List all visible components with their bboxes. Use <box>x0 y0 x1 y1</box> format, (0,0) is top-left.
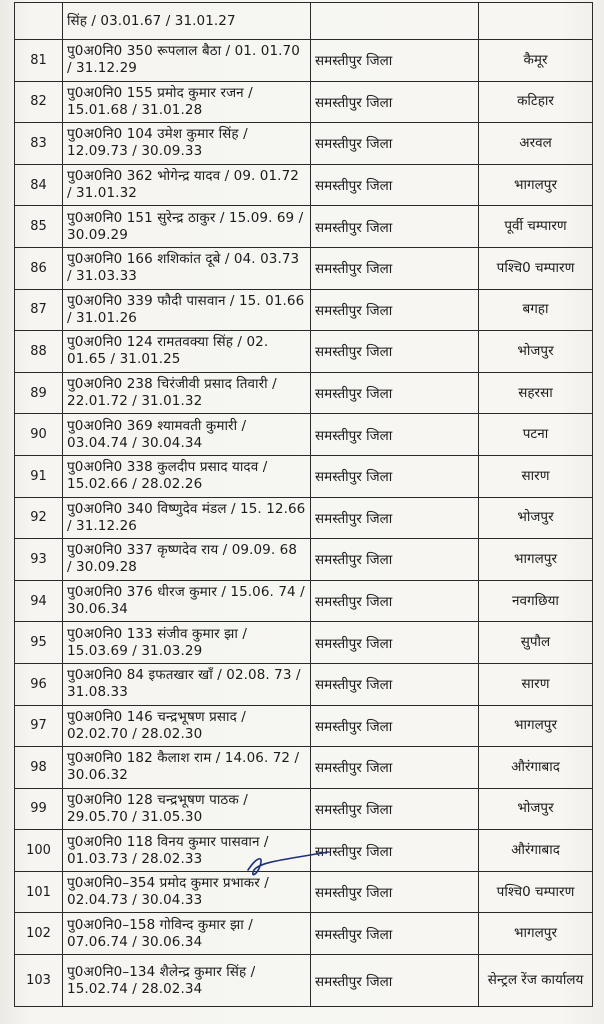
serial-number-cell: 97 <box>15 705 63 747</box>
current-posting-cell <box>311 3 479 40</box>
new-posting-cell: सुपौल <box>479 622 593 664</box>
serial-number-cell: 92 <box>15 497 63 539</box>
officer-cell: पु0अ0नि0 84 इफतखार खाँ / 02.08. 73 / 31.08.33 <box>63 663 311 705</box>
officer-cell: पु0अ0नि0 369 श्यामवती कुमारी / 03.04.74 / 30.04.34 <box>63 414 311 456</box>
officer-cell: पु0अ0नि0 166 शशिकांत दूबे / 04. 03.73 / 31.03.33 <box>63 247 311 289</box>
table-row <box>15 40 593 82</box>
new-posting-cell: कैमूर <box>479 40 593 82</box>
new-posting-cell: पटना <box>479 414 593 456</box>
new-posting-cell: भोजपुर <box>479 331 593 373</box>
table-row <box>15 289 593 331</box>
serial-number-cell: 96 <box>15 663 63 705</box>
transfer-table <box>14 2 593 1007</box>
current-posting-cell: समस्तीपुर जिला <box>311 955 479 1007</box>
officer-cell: पु0अ0नि0 340 विष्णुदेव मंडल / 15. 12.66 / 31.12.26 <box>63 497 311 539</box>
current-posting-cell: समस्तीपुर जिला <box>311 123 479 165</box>
officer-cell: पु0अ0नि0 350 रूपलाल बैठा / 01. 01.70 / 31.12.29 <box>63 40 311 82</box>
serial-number-cell: 88 <box>15 331 63 373</box>
table-row <box>15 164 593 206</box>
table-row <box>15 871 593 913</box>
table-row <box>15 455 593 497</box>
new-posting-cell: कटिहार <box>479 81 593 123</box>
officer-cell: पु0अ0नि0 362 भोगेन्द्र यादव / 09. 01.72 / 31.01.32 <box>63 164 311 206</box>
serial-number-cell: 81 <box>15 40 63 82</box>
officer-cell: पु0अ0नि0 124 रामतवक्या सिंह / 02. 01.65 / 31.01.25 <box>63 331 311 373</box>
serial-number-cell: 90 <box>15 414 63 456</box>
current-posting-cell: समस्तीपुर जिला <box>311 81 479 123</box>
new-posting-cell: भोजपुर <box>479 788 593 830</box>
serial-number-cell: 91 <box>15 455 63 497</box>
serial-number-cell: 94 <box>15 580 63 622</box>
serial-number-cell: 87 <box>15 289 63 331</box>
table-row <box>15 788 593 830</box>
table-row <box>15 913 593 955</box>
current-posting-cell: समस्तीपुर जिला <box>311 539 479 581</box>
current-posting-cell: समस्तीपुर जिला <box>311 372 479 414</box>
new-posting-cell: सेन्ट्रल रेंज कार्यालय <box>479 955 593 1007</box>
current-posting-cell: समस्तीपुर जिला <box>311 622 479 664</box>
new-posting-cell: पश्चि0 चम्पारण <box>479 871 593 913</box>
officer-cell: पु0अ0नि0–134 शैलेन्द्र कुमार सिंह / 15.02.74 / 28.02.34 <box>63 955 311 1007</box>
new-posting-cell: भागलपुर <box>479 705 593 747</box>
serial-number-cell: 99 <box>15 788 63 830</box>
officer-cell: पु0अ0नि0 128 चन्द्रभूषण पाठक / 29.05.70 / 31.05.30 <box>63 788 311 830</box>
serial-cell <box>15 3 63 40</box>
current-posting-cell: समस्तीपुर जिला <box>311 206 479 248</box>
officer-cell: पु0अ0नि0 118 विनय कुमार पासवान / 01.03.73 / 28.02.33 <box>63 830 311 872</box>
table-row-continued <box>15 3 593 40</box>
officer-cell <box>63 3 311 40</box>
new-posting-cell: बगहा <box>479 289 593 331</box>
table-row <box>15 331 593 373</box>
officer-cell: पु0अ0नि0–354 प्रमोद कुमार प्रभाकर / 02.04.73 / 30.04.33 <box>63 871 311 913</box>
current-posting-cell: समस्तीपुर जिला <box>311 331 479 373</box>
officer-cell: पु0अ0नि0 182 कैलाश राम / 14.06. 72 / 30.06.32 <box>63 747 311 789</box>
officer-cell: पु0अ0नि0 376 धीरज कुमार / 15.06. 74 / 30.06.34 <box>63 580 311 622</box>
officer-cell: पु0अ0नि0 151 सुरेन्द्र ठाकुर / 15.09. 69 / 30.09.29 <box>63 206 311 248</box>
new-posting-cell: भोजपुर <box>479 497 593 539</box>
current-posting-cell: समस्तीपुर जिला <box>311 455 479 497</box>
serial-number-cell: 83 <box>15 123 63 165</box>
table-row <box>15 622 593 664</box>
officer-cell: पु0अ0नि0 133 संजीव कुमार झा / 15.03.69 / 31.03.29 <box>63 622 311 664</box>
current-posting-cell: समस्तीपुर जिला <box>311 913 479 955</box>
serial-number-cell: 82 <box>15 81 63 123</box>
table-row <box>15 705 593 747</box>
table-row <box>15 247 593 289</box>
table-row <box>15 830 593 872</box>
officer-cell: पु0अ0नि0–158 गोविन्द कुमार झा / 07.06.74 / 30.06.34 <box>63 913 311 955</box>
current-posting-cell: समस्तीपुर जिला <box>311 414 479 456</box>
serial-number-cell: 93 <box>15 539 63 581</box>
officer-cell: पु0अ0नि0 339 फौदी पासवान / 15. 01.66 / 31.01.26 <box>63 289 311 331</box>
officer-cell: पु0अ0नि0 155 प्रमोद कुमार रजन / 15.01.68 / 31.01.28 <box>63 81 311 123</box>
officer-text: सिंह / 03.01.67 / 31.01.27 <box>67 12 236 29</box>
new-posting-cell: औरंगाबाद <box>479 830 593 872</box>
current-posting-cell: समस्तीपुर जिला <box>311 40 479 82</box>
current-posting-cell: समस्तीपुर जिला <box>311 247 479 289</box>
new-posting-cell: भागलपुर <box>479 913 593 955</box>
serial-number-cell: 85 <box>15 206 63 248</box>
serial-number-cell: 89 <box>15 372 63 414</box>
transfer-table-body <box>15 3 593 1007</box>
officer-cell: पु0अ0नि0 104 उमेश कुमार सिंह / 12.09.73 / 30.09.33 <box>63 123 311 165</box>
table-row <box>15 539 593 581</box>
new-posting-cell: नवगछिया <box>479 580 593 622</box>
serial-number-cell: 102 <box>15 913 63 955</box>
table-row <box>15 123 593 165</box>
new-posting-cell: अरवल <box>479 123 593 165</box>
serial-number-cell: 95 <box>15 622 63 664</box>
table-row <box>15 497 593 539</box>
current-posting-cell: समस्तीपुर जिला <box>311 705 479 747</box>
current-posting-cell: समस्तीपुर जिला <box>311 663 479 705</box>
officer-cell: पु0अ0नि0 146 चन्द्रभूषण प्रसाद / 02.02.70 / 28.02.30 <box>63 705 311 747</box>
new-posting-cell: पूर्वी चम्पारण <box>479 206 593 248</box>
current-posting-cell: समस्तीपुर जिला <box>311 164 479 206</box>
officer-cell: पु0अ0नि0 338 कुलदीप प्रसाद यादव / 15.02.66 / 28.02.26 <box>63 455 311 497</box>
current-posting-cell: समस्तीपुर जिला <box>311 830 479 872</box>
serial-number-cell: 86 <box>15 247 63 289</box>
officer-cell: पु0अ0नि0 337 कृष्णदेव राय / 09.09. 68 / 30.09.28 <box>63 539 311 581</box>
serial-number-cell: 100 <box>15 830 63 872</box>
table-row <box>15 206 593 248</box>
serial-number-cell: 103 <box>15 955 63 1007</box>
new-posting-cell: भागलपुर <box>479 164 593 206</box>
new-posting-cell: औरंगाबाद <box>479 747 593 789</box>
new-posting-cell: सहरसा <box>479 372 593 414</box>
new-posting-cell: पश्चि0 चम्पारण <box>479 247 593 289</box>
serial-number-cell: 98 <box>15 747 63 789</box>
table-row <box>15 663 593 705</box>
new-posting-cell <box>479 3 593 40</box>
current-posting-cell: समस्तीपुर जिला <box>311 497 479 539</box>
serial-number-cell: 84 <box>15 164 63 206</box>
current-posting-cell: समस्तीपुर जिला <box>311 289 479 331</box>
table-row <box>15 955 593 1007</box>
new-posting-cell: सारण <box>479 663 593 705</box>
table-row <box>15 747 593 789</box>
new-posting-cell: भागलपुर <box>479 539 593 581</box>
current-posting-cell: समस्तीपुर जिला <box>311 580 479 622</box>
serial-number-cell: 101 <box>15 871 63 913</box>
new-posting-cell: सारण <box>479 455 593 497</box>
current-posting-cell: समस्तीपुर जिला <box>311 871 479 913</box>
current-posting-cell: समस्तीपुर जिला <box>311 747 479 789</box>
table-row <box>15 414 593 456</box>
table-row <box>15 580 593 622</box>
current-posting-cell: समस्तीपुर जिला <box>311 788 479 830</box>
officer-cell: पु0अ0नि0 238 चिरंजीवी प्रसाद तिवारी / 22.01.72 / 31.01.32 <box>63 372 311 414</box>
table-row <box>15 81 593 123</box>
table-row <box>15 372 593 414</box>
